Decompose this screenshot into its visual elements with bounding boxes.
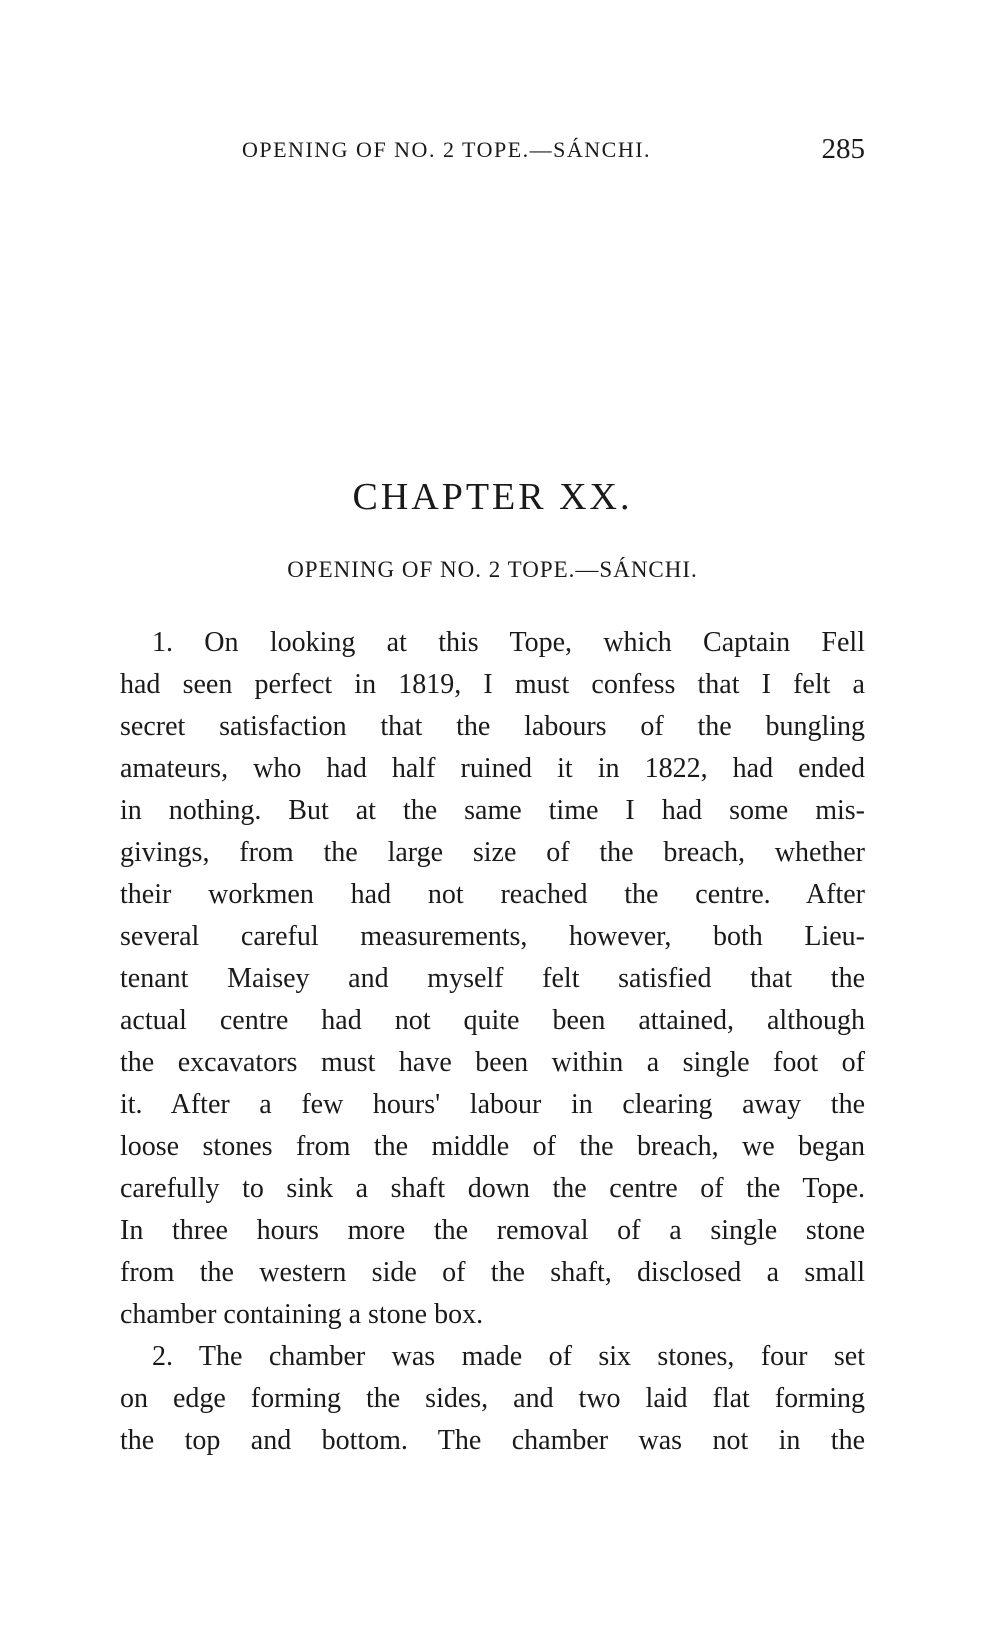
text-line: several careful measurements, however, both Lieu- <box>120 921 865 952</box>
chapter-title: CHAPTER XX. <box>352 476 633 518</box>
text-line: actual centre had not quite been attained, although <box>120 1005 865 1036</box>
chapter-subtitle: OPENING OF NO. 2 TOPE.—SÁNCHI. <box>287 557 698 582</box>
text-line: amateurs, who had half ruined it in 1822, had ended <box>120 753 865 784</box>
page-number: 285 <box>821 133 865 165</box>
text-line: their workmen had not reached the centre. After <box>120 879 865 910</box>
text-line: 2. The chamber was made of six stones, four set <box>152 1341 865 1372</box>
text-line: tenant Maisey and myself felt satisfied that the <box>120 963 865 994</box>
text-line: the top and bottom. The chamber was not in the <box>120 1425 865 1456</box>
text-line: in nothing. But at the same time I had some mis- <box>120 795 865 826</box>
text-line: chamber containing a stone box. <box>120 1299 484 1330</box>
text-line: had seen perfect in 1819, I must confess that I felt a <box>120 669 865 700</box>
text-line: it. After a few hours' labour in clearing away the <box>120 1089 865 1120</box>
text-line: secret satisfaction that the labours of the bungling <box>120 711 865 742</box>
text-line: loose stones from the middle of the breach, we began <box>120 1131 865 1162</box>
text-line: on edge forming the sides, and two laid flat forming <box>120 1383 865 1414</box>
text-line: givings, from the large size of the breach, whether <box>120 837 865 868</box>
running-head <box>120 133 865 173</box>
text-line: the excavators must have been within a single foot of <box>120 1047 865 1078</box>
text-line: In three hours more the removal of a single stone <box>120 1215 865 1246</box>
running-title: OPENING OF NO. 2 TOPE.—SÁNCHI. <box>242 137 652 162</box>
text-line: from the western side of the shaft, disclosed a small <box>120 1257 865 1288</box>
text-line: 1. On looking at this Tope, which Captain Fell <box>152 627 865 658</box>
text-line: carefully to sink a shaft down the centre of the Tope. <box>120 1173 865 1204</box>
body-text <box>120 622 865 1462</box>
